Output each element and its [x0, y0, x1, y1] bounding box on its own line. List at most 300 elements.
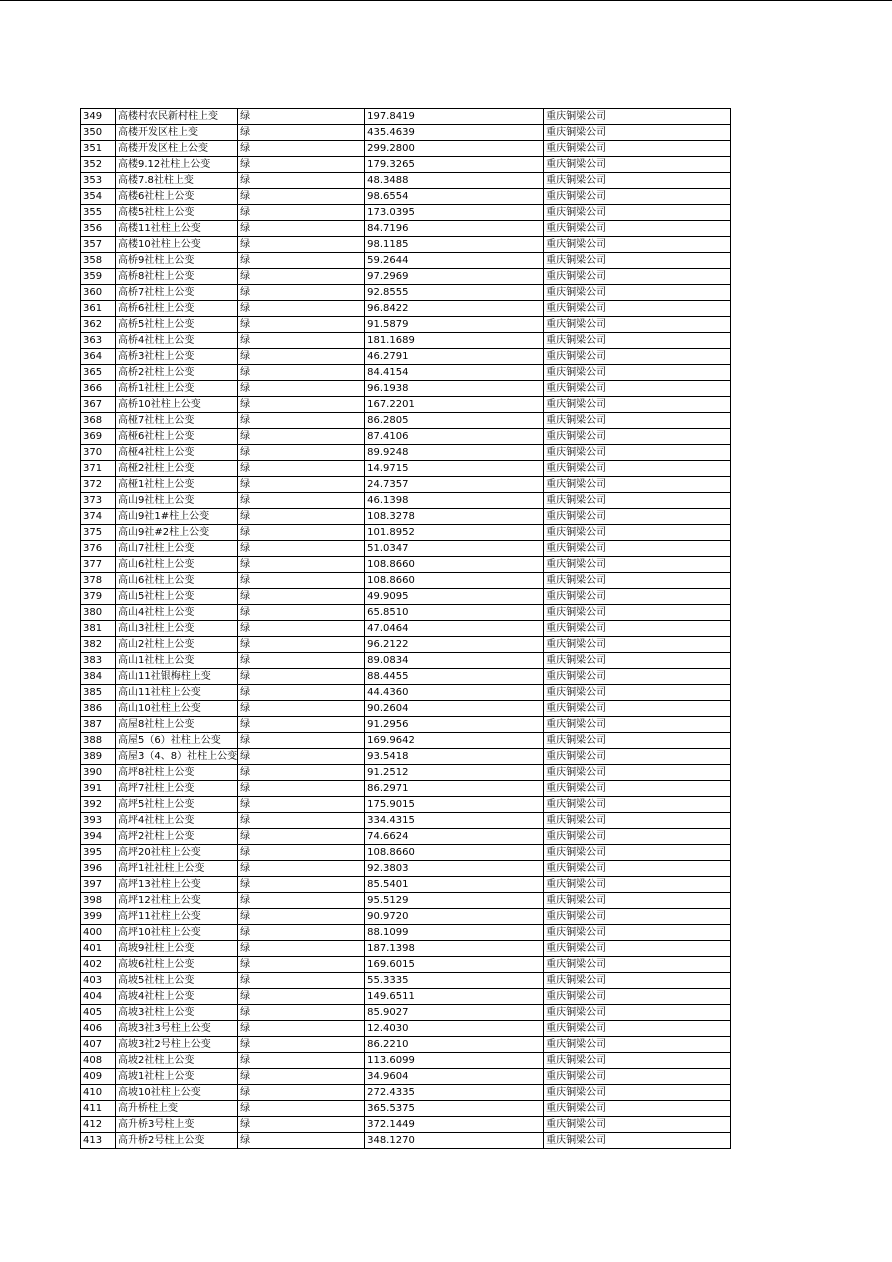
table-row	[81, 813, 731, 829]
status-cell: 绿	[238, 461, 365, 477]
table-row	[81, 653, 731, 669]
row-number-cell: 364	[81, 349, 116, 365]
company-cell: 重庆铜梁公司	[544, 861, 731, 877]
table-row	[81, 733, 731, 749]
company-cell: 重庆铜梁公司	[544, 749, 731, 765]
transformer-name-cell: 高山5社柱上公变	[116, 589, 238, 605]
company-cell: 重庆铜梁公司	[544, 893, 731, 909]
transformer-name-cell: 高坪8社柱上公变	[116, 765, 238, 781]
company-cell: 重庆铜梁公司	[544, 637, 731, 653]
value-cell: 46.1398	[365, 493, 544, 509]
value-cell: 187.1398	[365, 941, 544, 957]
row-number-cell: 400	[81, 925, 116, 941]
company-cell: 重庆铜梁公司	[544, 525, 731, 541]
company-cell: 重庆铜梁公司	[544, 669, 731, 685]
company-cell: 重庆铜梁公司	[544, 845, 731, 861]
value-cell: 44.4360	[365, 685, 544, 701]
value-cell: 55.3335	[365, 973, 544, 989]
status-cell: 绿	[238, 669, 365, 685]
transformer-name-cell: 高山10社柱上公变	[116, 701, 238, 717]
row-number-cell: 393	[81, 813, 116, 829]
row-number-cell: 407	[81, 1037, 116, 1053]
transformer-name-cell: 高坡5社柱上公变	[116, 973, 238, 989]
value-cell: 87.4106	[365, 429, 544, 445]
status-cell: 绿	[238, 109, 365, 125]
status-cell: 绿	[238, 685, 365, 701]
row-number-cell: 408	[81, 1053, 116, 1069]
value-cell: 90.9720	[365, 909, 544, 925]
status-cell: 绿	[238, 957, 365, 973]
status-cell: 绿	[238, 621, 365, 637]
table-row	[81, 1053, 731, 1069]
table-row	[81, 781, 731, 797]
value-cell: 98.1185	[365, 237, 544, 253]
table-row	[81, 493, 731, 509]
value-cell: 96.8422	[365, 301, 544, 317]
transformer-name-cell: 高桠1社柱上公变	[116, 477, 238, 493]
company-cell: 重庆铜梁公司	[544, 205, 731, 221]
company-cell: 重庆铜梁公司	[544, 509, 731, 525]
status-cell: 绿	[238, 909, 365, 925]
transformer-name-cell: 高桥5社柱上公变	[116, 317, 238, 333]
company-cell: 重庆铜梁公司	[544, 269, 731, 285]
status-cell: 绿	[238, 829, 365, 845]
value-cell: 97.2969	[365, 269, 544, 285]
company-cell: 重庆铜梁公司	[544, 1069, 731, 1085]
table-row	[81, 877, 731, 893]
status-cell: 绿	[238, 989, 365, 1005]
status-cell: 绿	[238, 365, 365, 381]
status-cell: 绿	[238, 493, 365, 509]
row-number-cell: 385	[81, 685, 116, 701]
value-cell: 173.0395	[365, 205, 544, 221]
row-number-cell: 397	[81, 877, 116, 893]
company-cell: 重庆铜梁公司	[544, 973, 731, 989]
row-number-cell: 376	[81, 541, 116, 557]
transformer-name-cell: 高楼9.12社柱上公变	[116, 157, 238, 173]
company-cell: 重庆铜梁公司	[544, 413, 731, 429]
transformer-name-cell: 高楼开发区柱上公变	[116, 141, 238, 157]
row-number-cell: 396	[81, 861, 116, 877]
transformer-name-cell: 高山11社柱上公变	[116, 685, 238, 701]
table-row	[81, 1117, 731, 1133]
value-cell: 96.2122	[365, 637, 544, 653]
company-cell: 重庆铜梁公司	[544, 317, 731, 333]
company-cell: 重庆铜梁公司	[544, 1101, 731, 1117]
row-number-cell: 363	[81, 333, 116, 349]
table-row	[81, 525, 731, 541]
status-cell: 绿	[238, 541, 365, 557]
company-cell: 重庆铜梁公司	[544, 653, 731, 669]
value-cell: 88.1099	[365, 925, 544, 941]
value-cell: 179.3265	[365, 157, 544, 173]
transformer-name-cell: 高山1社柱上公变	[116, 653, 238, 669]
status-cell: 绿	[238, 525, 365, 541]
value-cell: 86.2805	[365, 413, 544, 429]
table-row	[81, 765, 731, 781]
transformer-name-cell: 高坪13社柱上公变	[116, 877, 238, 893]
status-cell: 绿	[238, 845, 365, 861]
transformer-name-cell: 高屋8社柱上公变	[116, 717, 238, 733]
row-number-cell: 412	[81, 1117, 116, 1133]
row-number-cell: 359	[81, 269, 116, 285]
status-cell: 绿	[238, 397, 365, 413]
table-row	[81, 925, 731, 941]
value-cell: 372.1449	[365, 1117, 544, 1133]
table-row	[81, 845, 731, 861]
transformer-name-cell: 高坪11社柱上公变	[116, 909, 238, 925]
company-cell: 重庆铜梁公司	[544, 253, 731, 269]
company-cell: 重庆铜梁公司	[544, 717, 731, 733]
row-number-cell: 391	[81, 781, 116, 797]
table-row	[81, 797, 731, 813]
table-row	[81, 717, 731, 733]
row-number-cell: 404	[81, 989, 116, 1005]
row-number-cell: 398	[81, 893, 116, 909]
status-cell: 绿	[238, 877, 365, 893]
transformer-name-cell: 高楼5社柱上公变	[116, 205, 238, 221]
row-number-cell: 405	[81, 1005, 116, 1021]
row-number-cell: 360	[81, 285, 116, 301]
row-number-cell: 361	[81, 301, 116, 317]
row-number-cell: 395	[81, 845, 116, 861]
value-cell: 91.5879	[365, 317, 544, 333]
company-cell: 重庆铜梁公司	[544, 957, 731, 973]
transformer-name-cell: 高桠2社柱上公变	[116, 461, 238, 477]
value-cell: 108.8660	[365, 557, 544, 573]
table-row	[81, 941, 731, 957]
value-cell: 334.4315	[365, 813, 544, 829]
row-number-cell: 410	[81, 1085, 116, 1101]
transformer-name-cell: 高坡2社柱上公变	[116, 1053, 238, 1069]
company-cell: 重庆铜梁公司	[544, 189, 731, 205]
table-row	[81, 173, 731, 189]
status-cell: 绿	[238, 589, 365, 605]
table-row	[81, 413, 731, 429]
company-cell: 重庆铜梁公司	[544, 429, 731, 445]
value-cell: 85.5401	[365, 877, 544, 893]
transformer-name-cell: 高坡10社柱上公变	[116, 1085, 238, 1101]
value-cell: 113.6099	[365, 1053, 544, 1069]
transformer-name-cell: 高屋5（6）社柱上公变	[116, 733, 238, 749]
company-cell: 重庆铜梁公司	[544, 1037, 731, 1053]
value-cell: 49.9095	[365, 589, 544, 605]
value-cell: 46.2791	[365, 349, 544, 365]
value-cell: 88.4455	[365, 669, 544, 685]
company-cell: 重庆铜梁公司	[544, 685, 731, 701]
row-number-cell: 389	[81, 749, 116, 765]
table-row	[81, 957, 731, 973]
table-row	[81, 301, 731, 317]
status-cell: 绿	[238, 557, 365, 573]
table-row	[81, 253, 731, 269]
row-number-cell: 352	[81, 157, 116, 173]
table-row	[81, 685, 731, 701]
transformer-name-cell: 高坡3社2号柱上公变	[116, 1037, 238, 1053]
status-cell: 绿	[238, 157, 365, 173]
value-cell: 169.9642	[365, 733, 544, 749]
company-cell: 重庆铜梁公司	[544, 813, 731, 829]
row-number-cell: 355	[81, 205, 116, 221]
transformer-name-cell: 高山3社柱上公变	[116, 621, 238, 637]
row-number-cell: 401	[81, 941, 116, 957]
status-cell: 绿	[238, 637, 365, 653]
table-row	[81, 637, 731, 653]
status-cell: 绿	[238, 349, 365, 365]
status-cell: 绿	[238, 509, 365, 525]
row-number-cell: 380	[81, 605, 116, 621]
value-cell: 92.8555	[365, 285, 544, 301]
status-cell: 绿	[238, 925, 365, 941]
status-cell: 绿	[238, 333, 365, 349]
company-cell: 重庆铜梁公司	[544, 941, 731, 957]
transformer-name-cell: 高坪4社柱上公变	[116, 813, 238, 829]
row-number-cell: 384	[81, 669, 116, 685]
row-number-cell: 357	[81, 237, 116, 253]
company-cell: 重庆铜梁公司	[544, 141, 731, 157]
table-row	[81, 205, 731, 221]
value-cell: 91.2956	[365, 717, 544, 733]
table-row	[81, 1021, 731, 1037]
company-cell: 重庆铜梁公司	[544, 541, 731, 557]
table-row	[81, 125, 731, 141]
company-cell: 重庆铜梁公司	[544, 1085, 731, 1101]
transformer-name-cell: 高桥8社柱上公变	[116, 269, 238, 285]
status-cell: 绿	[238, 205, 365, 221]
row-number-cell: 388	[81, 733, 116, 749]
row-number-cell: 386	[81, 701, 116, 717]
status-cell: 绿	[238, 253, 365, 269]
company-cell: 重庆铜梁公司	[544, 125, 731, 141]
status-cell: 绿	[238, 973, 365, 989]
row-number-cell: 362	[81, 317, 116, 333]
value-cell: 101.8952	[365, 525, 544, 541]
company-cell: 重庆铜梁公司	[544, 909, 731, 925]
row-number-cell: 399	[81, 909, 116, 925]
value-cell: 89.0834	[365, 653, 544, 669]
table-row	[81, 557, 731, 573]
status-cell: 绿	[238, 173, 365, 189]
table-row	[81, 701, 731, 717]
transformer-name-cell: 高山6社柱上公变	[116, 557, 238, 573]
value-cell: 149.6511	[365, 989, 544, 1005]
status-cell: 绿	[238, 1005, 365, 1021]
table-row	[81, 509, 731, 525]
row-number-cell: 390	[81, 765, 116, 781]
status-cell: 绿	[238, 733, 365, 749]
status-cell: 绿	[238, 717, 365, 733]
company-cell: 重庆铜梁公司	[544, 1005, 731, 1021]
table-row	[81, 109, 731, 125]
transformer-name-cell: 高山9社1#柱上公变	[116, 509, 238, 525]
status-cell: 绿	[238, 813, 365, 829]
transformer-name-cell: 高桥1社柱上公变	[116, 381, 238, 397]
value-cell: 93.5418	[365, 749, 544, 765]
transformer-name-cell: 高坡3社3号柱上公变	[116, 1021, 238, 1037]
company-cell: 重庆铜梁公司	[544, 237, 731, 253]
status-cell: 绿	[238, 765, 365, 781]
row-number-cell: 368	[81, 413, 116, 429]
table-row	[81, 1133, 731, 1149]
table-row	[81, 909, 731, 925]
top-border-line	[0, 0, 892, 1]
value-cell: 86.2210	[365, 1037, 544, 1053]
table-row	[81, 237, 731, 253]
status-cell: 绿	[238, 1133, 365, 1149]
status-cell: 绿	[238, 701, 365, 717]
row-number-cell: 365	[81, 365, 116, 381]
table-row	[81, 349, 731, 365]
table-row	[81, 1037, 731, 1053]
value-cell: 12.4030	[365, 1021, 544, 1037]
value-cell: 169.6015	[365, 957, 544, 973]
row-number-cell: 351	[81, 141, 116, 157]
table-row	[81, 333, 731, 349]
transformer-name-cell: 高楼开发区柱上变	[116, 125, 238, 141]
company-cell: 重庆铜梁公司	[544, 173, 731, 189]
company-cell: 重庆铜梁公司	[544, 461, 731, 477]
status-cell: 绿	[238, 861, 365, 877]
value-cell: 272.4335	[365, 1085, 544, 1101]
row-number-cell: 403	[81, 973, 116, 989]
status-cell: 绿	[238, 749, 365, 765]
table-row	[81, 189, 731, 205]
value-cell: 435.4639	[365, 125, 544, 141]
table-row	[81, 605, 731, 621]
value-cell: 34.9604	[365, 1069, 544, 1085]
company-cell: 重庆铜梁公司	[544, 157, 731, 173]
table-row	[81, 573, 731, 589]
transformer-name-cell: 高坪20社柱上公变	[116, 845, 238, 861]
value-cell: 175.9015	[365, 797, 544, 813]
row-number-cell: 350	[81, 125, 116, 141]
company-cell: 重庆铜梁公司	[544, 381, 731, 397]
row-number-cell: 383	[81, 653, 116, 669]
company-cell: 重庆铜梁公司	[544, 397, 731, 413]
status-cell: 绿	[238, 285, 365, 301]
transformer-name-cell: 高山2社柱上公变	[116, 637, 238, 653]
status-cell: 绿	[238, 189, 365, 205]
value-cell: 91.2512	[365, 765, 544, 781]
row-number-cell: 375	[81, 525, 116, 541]
transformer-name-cell: 高桥2社柱上公变	[116, 365, 238, 381]
status-cell: 绿	[238, 1037, 365, 1053]
table-row	[81, 1005, 731, 1021]
transformer-name-cell: 高山7社柱上公变	[116, 541, 238, 557]
transformer-name-cell: 高坪2社柱上公变	[116, 829, 238, 845]
table-row	[81, 445, 731, 461]
row-number-cell: 353	[81, 173, 116, 189]
value-cell: 197.8419	[365, 109, 544, 125]
row-number-cell: 382	[81, 637, 116, 653]
status-cell: 绿	[238, 477, 365, 493]
table-row	[81, 621, 731, 637]
transformer-name-cell: 高桥6社柱上公变	[116, 301, 238, 317]
status-cell: 绿	[238, 141, 365, 157]
table-row	[81, 141, 731, 157]
row-number-cell: 354	[81, 189, 116, 205]
value-cell: 95.5129	[365, 893, 544, 909]
value-cell: 108.3278	[365, 509, 544, 525]
company-cell: 重庆铜梁公司	[544, 925, 731, 941]
company-cell: 重庆铜梁公司	[544, 829, 731, 845]
transformer-name-cell: 高坪1社社柱上公变	[116, 861, 238, 877]
row-number-cell: 370	[81, 445, 116, 461]
status-cell: 绿	[238, 1101, 365, 1117]
transformer-name-cell: 高桥10社柱上公变	[116, 397, 238, 413]
transformer-name-cell: 高桥4社柱上公变	[116, 333, 238, 349]
transformer-name-cell: 高楼6社柱上公变	[116, 189, 238, 205]
transformer-name-cell: 高山4社柱上公变	[116, 605, 238, 621]
row-number-cell: 371	[81, 461, 116, 477]
row-number-cell: 374	[81, 509, 116, 525]
company-cell: 重庆铜梁公司	[544, 1053, 731, 1069]
row-number-cell: 373	[81, 493, 116, 509]
status-cell: 绿	[238, 1085, 365, 1101]
table-row	[81, 1069, 731, 1085]
transformer-name-cell: 高山11社银梅柱上变	[116, 669, 238, 685]
status-cell: 绿	[238, 1117, 365, 1133]
row-number-cell: 392	[81, 797, 116, 813]
row-number-cell: 406	[81, 1021, 116, 1037]
company-cell: 重庆铜梁公司	[544, 621, 731, 637]
table-row	[81, 157, 731, 173]
row-number-cell: 411	[81, 1101, 116, 1117]
status-cell: 绿	[238, 1021, 365, 1037]
status-cell: 绿	[238, 269, 365, 285]
row-number-cell: 409	[81, 1069, 116, 1085]
row-number-cell: 349	[81, 109, 116, 125]
table-row	[81, 381, 731, 397]
value-cell: 51.0347	[365, 541, 544, 557]
company-cell: 重庆铜梁公司	[544, 589, 731, 605]
status-cell: 绿	[238, 797, 365, 813]
table-row	[81, 861, 731, 877]
value-cell: 98.6554	[365, 189, 544, 205]
company-cell: 重庆铜梁公司	[544, 365, 731, 381]
transformer-name-cell: 高坡4社柱上公变	[116, 989, 238, 1005]
transformer-name-cell: 高坡1社柱上公变	[116, 1069, 238, 1085]
company-cell: 重庆铜梁公司	[544, 333, 731, 349]
table-row	[81, 893, 731, 909]
transformer-name-cell: 高升桥2号柱上公变	[116, 1133, 238, 1149]
value-cell: 181.1689	[365, 333, 544, 349]
status-cell: 绿	[238, 653, 365, 669]
transformer-name-cell: 高坪7社柱上公变	[116, 781, 238, 797]
row-number-cell: 402	[81, 957, 116, 973]
company-cell: 重庆铜梁公司	[544, 109, 731, 125]
row-number-cell: 413	[81, 1133, 116, 1149]
status-cell: 绿	[238, 317, 365, 333]
value-cell: 365.5375	[365, 1101, 544, 1117]
table-row	[81, 589, 731, 605]
company-cell: 重庆铜梁公司	[544, 989, 731, 1005]
value-cell: 167.2201	[365, 397, 544, 413]
company-cell: 重庆铜梁公司	[544, 1133, 731, 1149]
transformer-name-cell: 高楼10社柱上公变	[116, 237, 238, 253]
value-cell: 86.2971	[365, 781, 544, 797]
value-cell: 65.8510	[365, 605, 544, 621]
transformer-name-cell: 高坪10社柱上公变	[116, 925, 238, 941]
transformer-name-cell: 高桠4社柱上公变	[116, 445, 238, 461]
table-row	[81, 397, 731, 413]
row-number-cell: 379	[81, 589, 116, 605]
value-cell: 84.7196	[365, 221, 544, 237]
company-cell: 重庆铜梁公司	[544, 285, 731, 301]
row-number-cell: 356	[81, 221, 116, 237]
transformer-name-cell: 高桥9社柱上公变	[116, 253, 238, 269]
company-cell: 重庆铜梁公司	[544, 797, 731, 813]
